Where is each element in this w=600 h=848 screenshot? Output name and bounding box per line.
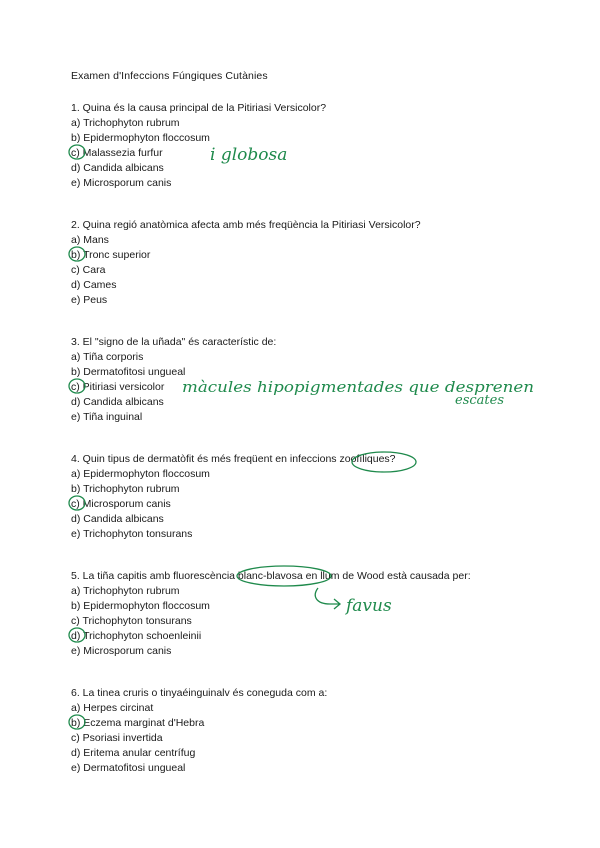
option-a: a) Herpes circinat (71, 702, 154, 714)
option-d: d) Candida albicans (71, 162, 164, 174)
option-b: b) Eczema marginat d'Hebra (71, 717, 205, 729)
option-c: c) Pitiriasi versicolor (71, 381, 165, 393)
option-e: e) Dermatofitosi ungueal (71, 762, 186, 774)
option-d: d) Cames (71, 279, 117, 291)
option-e: e) Peus (71, 294, 108, 306)
question-text: 3. El "signo de la uñada" és característic de: (71, 336, 277, 348)
question-text: 1. Quina és la causa principal de la Pitiriasi Versicolor? (71, 102, 327, 114)
option-a: a) Trichophyton rubrum (71, 117, 180, 129)
option-d: d) Trichophyton schoenleinii (71, 630, 202, 642)
document-title: Examen d'Infeccions Fúngiques Cutànies (71, 70, 268, 82)
option-c: c) Psoriasi invertida (71, 732, 163, 744)
option-d: d) Candida albicans (71, 513, 164, 525)
option-d: d) Candida albicans (71, 396, 164, 408)
option-e: e) Microsporum canis (71, 177, 172, 189)
question-text: 2. Quina regió anatòmica afecta amb més freqüència la Pitiriasi Versicolor? (71, 219, 421, 231)
question-text: 4. Quin tipus de dermatòfit és més freqüent en infeccions zoofíliques? (71, 453, 396, 465)
option-d: d) Eritema anular centrífug (71, 747, 196, 759)
question-6 (71, 686, 327, 776)
note-q5: favus (346, 596, 392, 616)
option-a: a) Tiña corporis (71, 351, 144, 363)
option-b: b) Epidermophyton floccosum (71, 132, 210, 144)
note-q3-line1: màcules hipopigmentades que desprenen (182, 378, 534, 396)
note-q3-line2: escates (455, 393, 504, 408)
option-c: c) Microsporum canis (71, 498, 171, 510)
option-c: c) Malassezia furfur (71, 147, 163, 159)
question-3 (71, 335, 276, 425)
question-text: 6. La tinea cruris o tinyaéinguinalv és coneguda com a: (71, 687, 328, 699)
question-5 (71, 569, 471, 659)
option-e: e) Trichophyton tonsurans (71, 528, 193, 540)
option-c: c) Trichophyton tonsurans (71, 615, 192, 627)
option-a: a) Trichophyton rubrum (71, 585, 180, 597)
question-2 (71, 218, 421, 308)
question-4 (71, 452, 396, 542)
option-b: b) Epidermophyton floccosum (71, 600, 210, 612)
question-text: 5. La tiña capitis amb fluorescència blanc-blavosa en llum de Wood està causada per: (71, 570, 471, 582)
question-1 (71, 101, 326, 191)
option-c: c) Cara (71, 264, 106, 276)
option-a: a) Mans (71, 234, 109, 246)
option-b: b) Trichophyton rubrum (71, 483, 180, 495)
option-b: b) Tronc superior (71, 249, 151, 261)
option-e: e) Microsporum canis (71, 645, 172, 657)
note-q1: i globosa (210, 145, 288, 165)
option-a: a) Epidermophyton floccosum (71, 468, 210, 480)
option-b: b) Dermatofitosi ungueal (71, 366, 186, 378)
option-e: e) Tiña inguinal (71, 411, 143, 423)
